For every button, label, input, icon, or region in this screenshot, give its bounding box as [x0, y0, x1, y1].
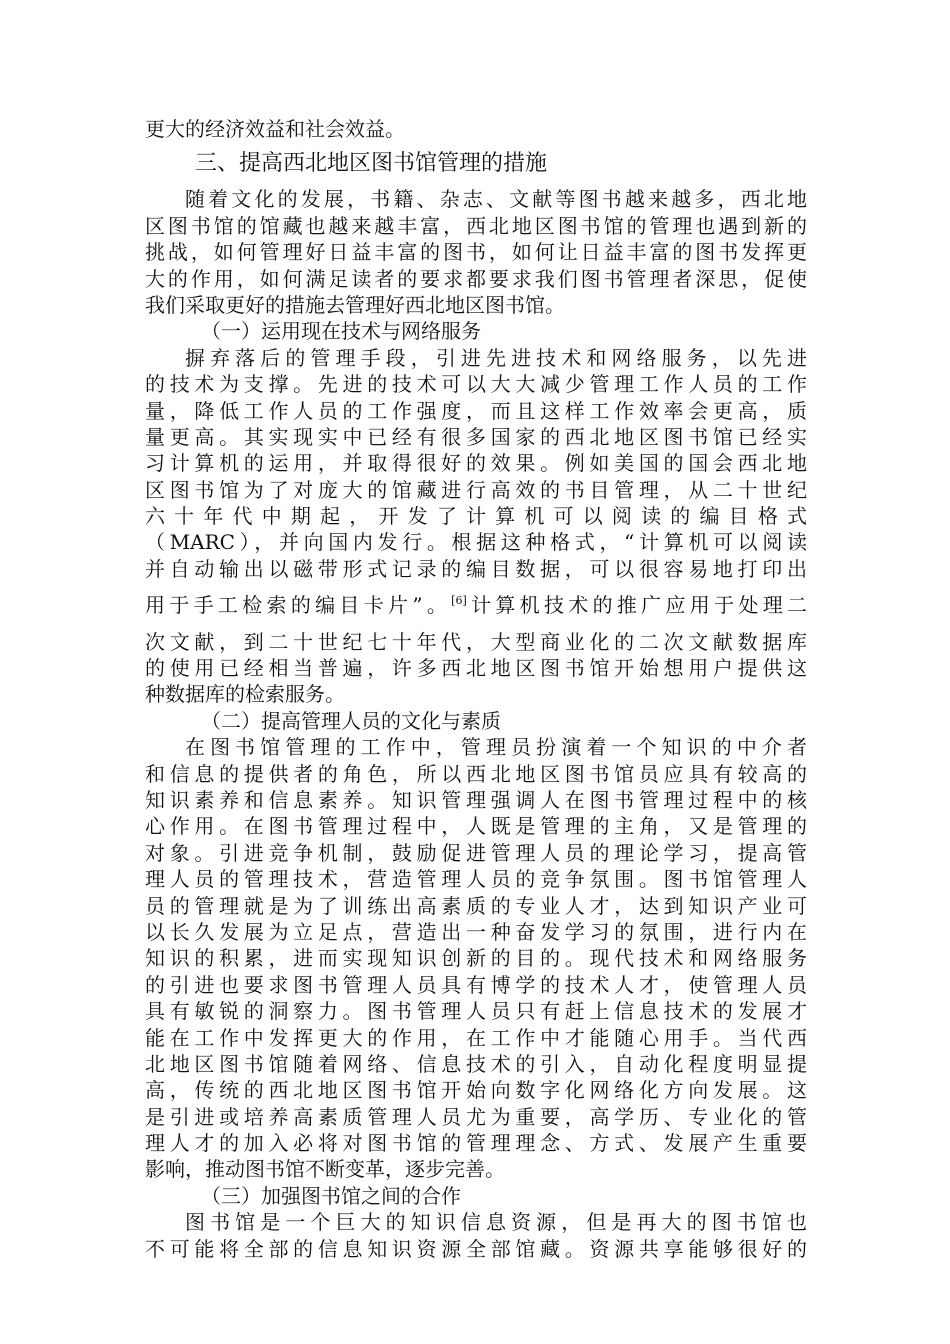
paragraph-line: 区图书馆的馆藏也越来越丰富，西北地区图书馆的管理也遇到新的 — [145, 213, 807, 238]
paragraph-line: 对象。引进竞争机制，鼓励促进管理人员的理论学习，提高管 — [145, 840, 807, 865]
paragraph-line: 理人员的管理技术，营造管理人员的竞争氛围。图书馆管理人 — [145, 867, 807, 892]
subsection-title-1: （一）运用现在技术与网络服务 — [201, 319, 481, 344]
section-heading: 三、提高西北地区图书馆管理的措施 — [195, 151, 548, 177]
paragraph-line: 次文献，到二十世纪七十年代，大型商业化的二次文献数据库 — [145, 629, 807, 654]
subsection-1-body — [145, 345, 807, 708]
paragraph-line: 六十年代中期起，开发了计算机可以阅读的编目格式 — [145, 504, 807, 529]
paragraph-line: 影响，推动图书馆不断变革，逐步完善。 — [145, 1157, 505, 1182]
subsection-3-body — [145, 1209, 807, 1262]
paragraph-line: 大的作用，如何满足读者的要求都要求我们图书管理者深思，促使 — [145, 266, 807, 291]
paragraph-line: 的使用已经相当普遍，许多西北地区图书馆开始想用户提供这 — [145, 656, 807, 681]
subsection-title-2: （二）提高管理人员的文化与素质 — [201, 708, 501, 733]
document-page — [145, 116, 807, 1262]
intro-paragraph — [145, 186, 807, 318]
paragraph-line: 挑战，如何管理好日益丰富的图书，如何让日益丰富的图书发挥更 — [145, 240, 807, 265]
paragraph-line: 的引进也要求图书管理人员具有博学的技术人才，使管理人员 — [145, 972, 807, 997]
paragraph-line: 习计算机的运用，并取得很好的效果。例如美国的国会西北地 — [145, 451, 807, 476]
paragraph-line: 量更高。其实现实中已经有很多国家的西北地区图书馆已经实 — [145, 424, 807, 449]
paragraph-line: 我们采取更好的措施去管理好西北地区图书馆。 — [145, 292, 565, 317]
paragraph-line: 图书馆是一个巨大的知识信息资源，但是再大的图书馆也 — [185, 1210, 807, 1235]
paragraph-line: 不可能将全部的信息知识资源全部馆藏。资源共享能够很好的 — [145, 1236, 807, 1261]
paragraph-line: 并自动输出以磁带形式记录的编目数据，可以很容易地打印出 — [145, 556, 807, 581]
paragraph-line: 能在工作中发挥更大的作用，在工作中才能随心用手。当代西 — [145, 1025, 807, 1050]
paragraph-line: 种数据库的检索服务。 — [145, 682, 345, 707]
paragraph-line: 是引进或培养高素质管理人员尤为重要，高学历、专业化的管 — [145, 1104, 807, 1129]
paragraph-line: 心作用。在图书管理过程中，人既是管理的主角，又是管理的 — [145, 814, 807, 839]
paragraph-line: 和信息的提供者的角色，所以西北地区图书馆员应具有较高的 — [145, 761, 807, 786]
paragraph-line: （MARC），并向国内发行。根据这种格式，“计算机可以阅读 — [145, 530, 807, 555]
paragraph-line: 知识的积累，进而实现知识创新的目的。现代技术和网络服务 — [145, 946, 807, 971]
paragraph-line: 理人才的加入必将对图书馆的管理理念、方式、发展产生重要 — [145, 1131, 807, 1156]
paragraph-line: 更大的经济效益和社会效益。 — [145, 117, 405, 141]
subsection-title-3: （三）加强图书馆之间的合作 — [201, 1183, 461, 1208]
citation-text-before: 用于手工检索的编目卡片”。 — [145, 593, 452, 618]
paragraph-line: 高，传统的西北地区图书馆开始向数字化网络化方向发展。这 — [145, 1078, 807, 1103]
citation-text-after: 计算机技术的推广应用于处理二 — [466, 593, 808, 618]
citation-marker: [6] — [451, 594, 467, 608]
paragraph-line-with-citation — [145, 592, 807, 618]
paragraph-line: 区图书馆为了对庞大的馆藏进行高效的书目管理，从二十世纪 — [145, 477, 807, 502]
paragraph-line: 知识素养和信息素养。知识管理强调人在图书管理过程中的核 — [145, 787, 807, 812]
paragraph-line: 量，降低工作人员的工作强度，而且这样工作效率会更高，质 — [145, 398, 807, 423]
paragraph-line: 具有敏锐的洞察力。图书管理人员只有赶上信息技术的发展才 — [145, 999, 807, 1024]
paragraph-line: 的技术为支撑。先进的技术可以大大减少管理工作人员的工作 — [145, 372, 807, 397]
paragraph-line: 以长久发展为立足点，营造出一种奋发学习的氛围，进行内在 — [145, 919, 807, 944]
paragraph-line: 北地区图书馆随着网络、信息技术的引入，自动化程度明显提 — [145, 1051, 807, 1076]
subsection-2-body — [145, 734, 807, 1183]
paragraph-line: 随着文化的发展，书籍、杂志、文献等图书越来越多，西北地 — [185, 187, 807, 212]
paragraph-line: 在图书馆管理的工作中，管理员扮演着一个知识的中介者 — [185, 735, 807, 760]
paragraph-line: 员的管理就是为了训练出高素质的专业人才，达到知识产业可 — [145, 893, 807, 918]
paragraph-line: 摒弃落后的管理手段，引进先进技术和网络服务，以先进 — [185, 345, 807, 370]
